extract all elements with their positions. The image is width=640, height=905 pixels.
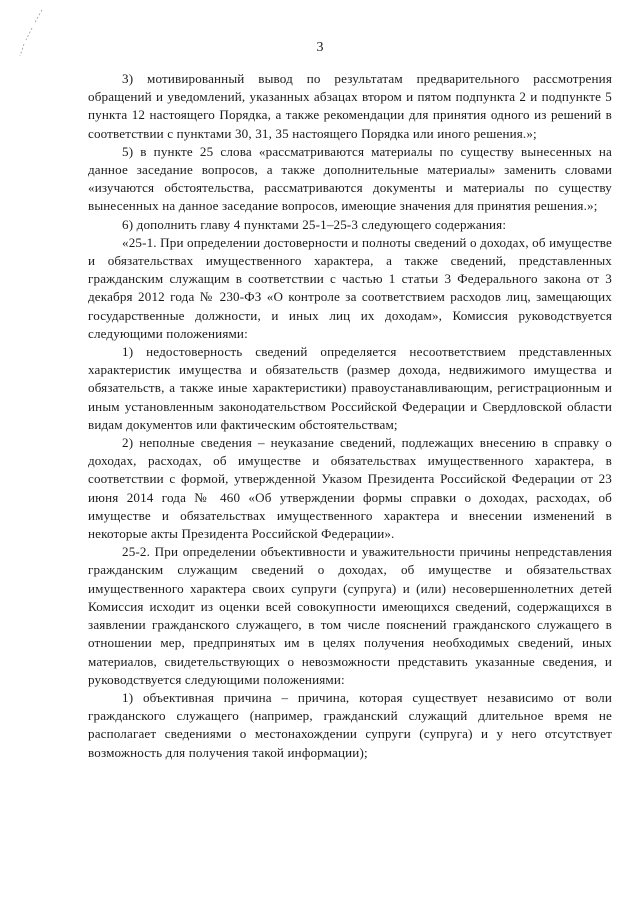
paragraph-item-5: 5) в пункте 25 слова «рассматриваются материалы по существу вынесенных на данное заседание вопросов, а также дополнительные материалы» заменить словами «изучаются обстоятельства, рассматриваются документы и материалы по существу вынесенных на данное заседание вопросов, имеющие значения для принятия решения.»; [88,143,612,214]
paragraph-25-1-item-1: 1) недостоверность сведений определяется несоответствием представленных характеристик имущества и обязательств (размер дохода, недвижимого имущества и обязательств, а также иные характеристики) правоустанавливающим, регистрационным и иным установленным законодательством Российской Федерации и Свердловской области видам документов или фактическим обстоятельствам; [88,344,612,432]
document-body [88,70,612,762]
paragraph-25-2: 25-2. При определении объективности и уважительности причины непредставления гражданским служащим сведений о доходах, об имуществе и обязательствах имущественного характера своих супруги (супруга) и (или) несовершеннолетних детей Комиссия исходит из оценки всей совокупности имеющихся сведений, содержащихся в заявлении гражданского служащего, в том числе пояснений гражданского служащего в отношении мер, предпринятых им в целях получения необходимых сведений, иных материалов, свидетельствующих о невозможности представить указанные сведения, и руководствуется следующими положениями: [88,544,612,687]
paragraph-item-3: 3) мотивированный вывод по результатам предварительного рассмотрения обращений и уведомлений, указанных абзацах втором и пятом подпункта 2 и подпункте 5 пункта 12 настоящего Порядка, а также рекомендации для принятия одного из решений в соответствии с пунктами 30, 31, 35 настоящего Порядка или иного решения.»; [88,71,612,141]
paragraph-25-1: «25-1. При определении достоверности и полноты сведений о доходах, об имуществе и обязательствах имущественного характера, а также сведений, представленных гражданским служащим в соответствии с частью 1 статьи 3 Федерального закона от 3 декабря 2012 года № 230-ФЗ «О контроле за соответствием расходов лиц, замещающих государственные должности, и иных лиц их доходам», Комиссия руководствуется следующими положениями: [88,234,612,341]
paragraph-25-2-item-1: 1) объективная причина – причина, которая существует независимо от воли гражданского служащего (например, гражданский служащий длительное время не располагает сведениями о местонахождении супруги (супруга) и у него отсутствует возможность для получения такой информации); [88,689,612,760]
page-number: 3 [316,40,324,55]
paragraph-25-1-item-2: 2) неполные сведения – неуказание сведений, подлежащих внесению в справку о доходах, расходах, об имуществе и обязательствах имущественного характера, в соответствии с формой, утвержденной Указом Президента Российской Федерации от 23 июня 2014 года № 460 «Об утверждении формы справки о доходах, расходах, об имуществе и обязательствах имущественного характера и внесении изменений в некоторые акты Президента Российской Федерации». [88,435,612,542]
scan-corner-mark [12,6,52,66]
paragraph-item-6: 6) дополнить главу 4 пунктами 25-1–25-3 следующего содержания: [122,216,507,232]
